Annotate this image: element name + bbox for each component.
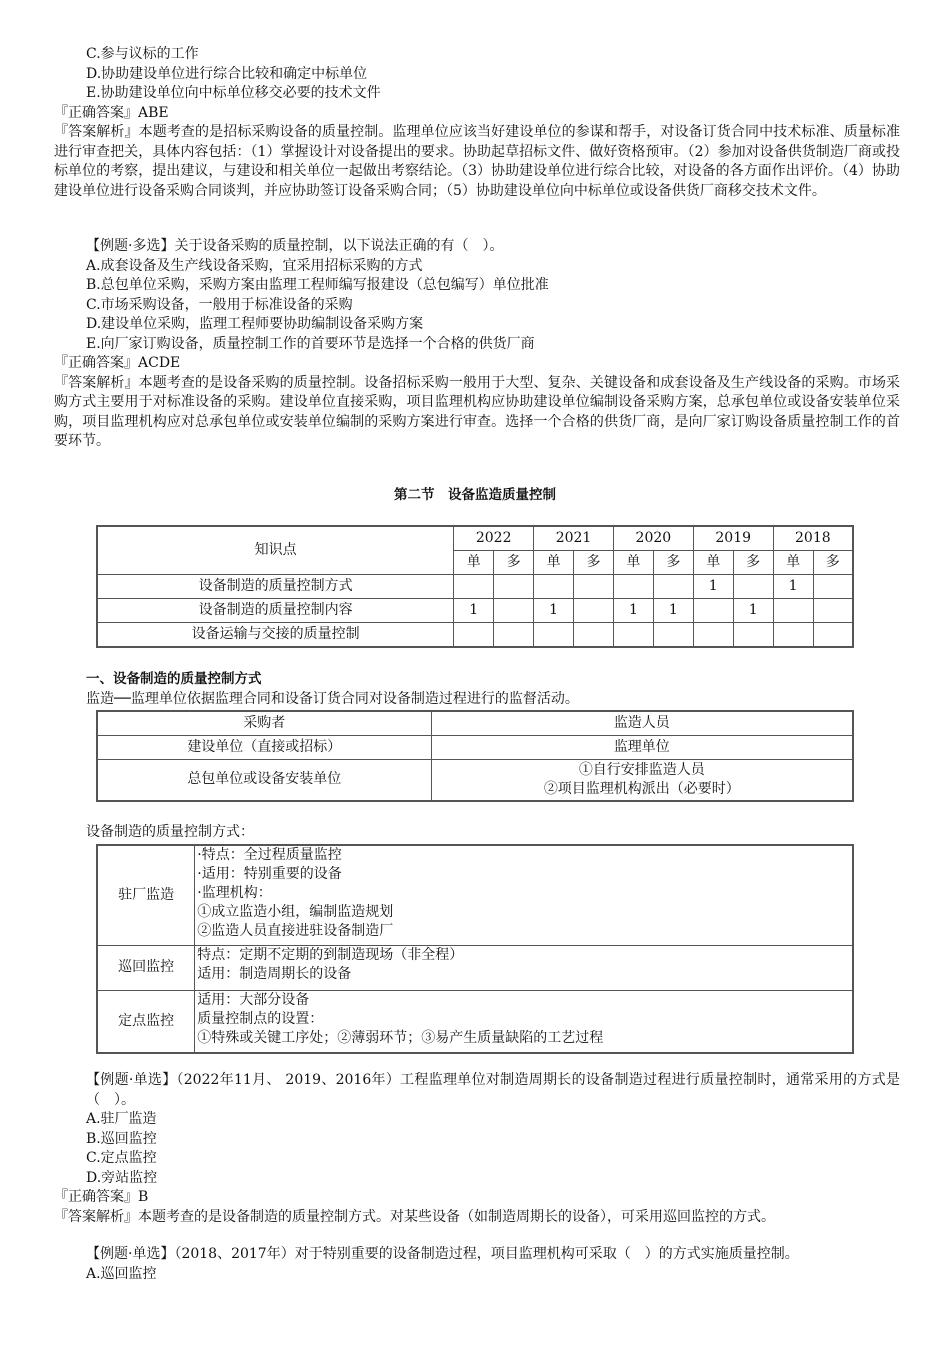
- q3-option-a: A.驻厂监造: [86, 1111, 157, 1127]
- q2-option-d: D.建设单位采购，监理工程师要协助编制设备采购方案: [86, 316, 424, 332]
- cell: [454, 623, 494, 648]
- detail-line: ②监造人员直接进驻设备制造厂: [197, 923, 394, 939]
- cell: [613, 575, 653, 599]
- part1-title: 一、设备制造的质量控制方式: [86, 671, 262, 687]
- mode-detail: [195, 945, 853, 990]
- mode-detail: [195, 990, 853, 1053]
- row-label: 设备制造的质量控制方式: [97, 575, 454, 599]
- cell: [653, 623, 693, 648]
- t2-cell-multiline: [431, 759, 853, 801]
- stats-corner: 知识点: [97, 526, 454, 575]
- cell: [813, 623, 853, 648]
- t2-cell: 监理单位: [431, 735, 853, 759]
- cell: [733, 623, 773, 648]
- cell: 1: [454, 599, 494, 623]
- cell: 1: [534, 599, 574, 623]
- cell: [574, 599, 614, 623]
- year-2018: 2018: [773, 526, 853, 551]
- supervisor-table: [96, 710, 854, 802]
- q2-answer: 『正确答案』ACDE: [54, 355, 181, 371]
- mode-name: 定点监控: [97, 990, 195, 1053]
- q3-block: [54, 1071, 900, 1227]
- option-c: C.参与议标的工作: [86, 46, 199, 62]
- detail-line: ①成立监造小组，编制监造规划: [197, 904, 394, 920]
- cell: [693, 599, 733, 623]
- mode-detail: [195, 845, 853, 945]
- q2-block: [54, 237, 900, 452]
- q3-option-c: C.定点监控: [86, 1150, 157, 1166]
- cell: [813, 599, 853, 623]
- detail-line: ①特殊或关键工序处；②薄弱环节；③易产生质量缺陷的工艺过程: [197, 1029, 604, 1046]
- q4-stem: 【例题·单选】（2018、2017年）对于特别重要的设备制造过程，项目监理机构可采取（ ）的方式实施质量控制。: [86, 1246, 799, 1262]
- sub-single: 单: [693, 551, 733, 575]
- control-mode-table: [96, 844, 854, 1054]
- t2-cell: 建设单位（直接或招标）: [97, 735, 431, 759]
- cell: [534, 623, 574, 648]
- cell: [693, 623, 733, 648]
- part1-definition: 监造──监理单位依据监理合同和设备订货合同对设备制造过程进行的监督活动。: [86, 690, 579, 707]
- year-2019: 2019: [693, 526, 773, 551]
- sub-single: 单: [773, 551, 813, 575]
- sub-single: 单: [454, 551, 494, 575]
- stats-table: [96, 525, 854, 648]
- q3-stem: 【例题·单选】（2022年11月、 2019、2016年）工程监理单位对制造周期长的设备制造过程进行质量控制时，通常采用的方式是（ ）。: [86, 1072, 900, 1108]
- option-d: D.协助建设单位进行综合比较和确定中标单位: [86, 65, 368, 82]
- year-2021: 2021: [534, 526, 614, 551]
- sub-multi: 多: [733, 551, 773, 575]
- sub-multi: 多: [813, 551, 853, 575]
- mode-name: 驻厂监造: [97, 845, 195, 945]
- q3-option-d: D.旁站监控: [86, 1169, 158, 1186]
- cell: 1: [613, 599, 653, 623]
- q2-option-a: A.成套设备及生产线设备采购，宜采用招标采购的方式: [86, 257, 423, 274]
- q2-option-b: B.总包单位采购，采购方案由监理工程师编写报建设（总包编写）单位批准: [86, 277, 549, 293]
- sub-multi: 多: [494, 551, 534, 575]
- part1-header: [86, 670, 886, 709]
- q3-analysis: 『答案解析』本题考查的是设备制造的质量控制方式。对某些设备（如制造周期长的设备），可采用巡回监控的方式。: [54, 1208, 775, 1225]
- sub-single: 单: [613, 551, 653, 575]
- cell: [733, 575, 773, 599]
- cell: [494, 575, 534, 599]
- cell: [534, 575, 574, 599]
- cell: [773, 599, 813, 623]
- mode-name: 巡回监控: [97, 945, 195, 990]
- year-2020: 2020: [613, 526, 693, 551]
- cell: [454, 575, 494, 599]
- q2-option-c: C.市场采购设备，一般用于标准设备的采购: [86, 296, 353, 313]
- detail-line: ·适用：特别重要的设备: [197, 866, 342, 882]
- cell: [813, 575, 853, 599]
- table-row: [97, 599, 853, 623]
- t2-line: ②项目监理机构派出（必要时）: [543, 780, 740, 797]
- t3-caption: 设备制造的质量控制方式：: [86, 824, 254, 840]
- t2-cell: 总包单位或设备安装单位: [97, 759, 431, 801]
- q3-option-b: B.巡回监控: [86, 1130, 157, 1147]
- cell: [653, 575, 693, 599]
- cell: [494, 623, 534, 648]
- table-row: [97, 623, 853, 648]
- q4-block: [54, 1245, 900, 1284]
- row-label: 设备制造的质量控制内容: [97, 599, 454, 623]
- detail-line: 质量控制点的设置：: [197, 1010, 324, 1027]
- q4-option-a: A.巡回监控: [86, 1265, 157, 1282]
- q2-analysis: 『答案解析』本题考查的是设备采购的质量控制。设备招标采购一般用于大型、复杂、关键设备和成套设备及生产线设备的采购。市场采购方式主要用于对标准设备的采购。建设单位直接采购，项目监理机构应协助建设单位编制设备采购方案，总承包单位或设备安装单位采购，项目监理机构应对总承包单位或安装单位编制的采购方案进行审查。选择一个合格的供货厂商，是向厂家订购设备质量控制工作的首要环节。: [54, 374, 900, 449]
- cell: [574, 623, 614, 648]
- cell: 1: [653, 599, 693, 623]
- year-2022: 2022: [454, 526, 534, 551]
- cell: [574, 575, 614, 599]
- sub-multi: 多: [574, 551, 614, 575]
- detail-line: 特点：定期不定期的到制造现场（非全程）: [197, 946, 464, 963]
- option-e: E.协助建设单位向中标单位移交必要的技术文件: [86, 85, 381, 101]
- cell: 1: [773, 575, 813, 599]
- t2-line: ①自行安排监造人员: [578, 761, 705, 778]
- q3-answer: 『正确答案』B: [54, 1189, 149, 1205]
- q2-option-e: E.向厂家订购设备，质量控制工作的首要环节是选择一个合格的供货厂商: [86, 335, 535, 352]
- detail-line: ·监理机构：: [197, 885, 272, 901]
- q2-stem: 【例题·多选】关于设备采购的质量控制，以下说法正确的有（ ）。: [86, 238, 504, 254]
- section-title: 第二节 设备监造质量控制: [394, 487, 556, 503]
- detail-line: 适用：大部分设备: [197, 991, 310, 1008]
- q1-analysis: 『答案解析』本题考查的是招标采购设备的质量控制。监理单位应该当好建设单位的参谋和帮手，对设备订货合同中技术标准、质量标准进行审查把关，具体内容包括：（1）掌握设计对设备提出的要求。协助起草招标文件、做好资格预审。（2）参加对设备供货制造厂商或投标单位的考察，提出建议，与建设和相关单位一起做出考察结论。（3）协助建设单位进行综合比较，对设备的各方面作出评价。（4）协助建设单位进行设备采购合同谈判，并应协助签订设备采购合同；（5）协助建设单位向中标单位或设备供货厂商移交技术文件。: [54, 124, 900, 199]
- cell: 1: [693, 575, 733, 599]
- table-row: [97, 575, 853, 599]
- q1-answer: 『正确答案』ABE: [54, 104, 169, 121]
- detail-line: 适用：制造周期长的设备: [197, 965, 352, 982]
- sub-multi: 多: [653, 551, 693, 575]
- t2-header-supervisor: 监造人员: [431, 711, 853, 735]
- cell: 1: [733, 599, 773, 623]
- t2-header-purchaser: 采购者: [97, 711, 431, 735]
- sub-single: 单: [534, 551, 574, 575]
- cell: [494, 599, 534, 623]
- cell: [613, 623, 653, 648]
- detail-line: ·特点：全过程质量监控: [197, 847, 342, 863]
- row-label: 设备运输与交接的质量控制: [97, 623, 454, 648]
- top-options: [54, 45, 900, 201]
- cell: [773, 623, 813, 648]
